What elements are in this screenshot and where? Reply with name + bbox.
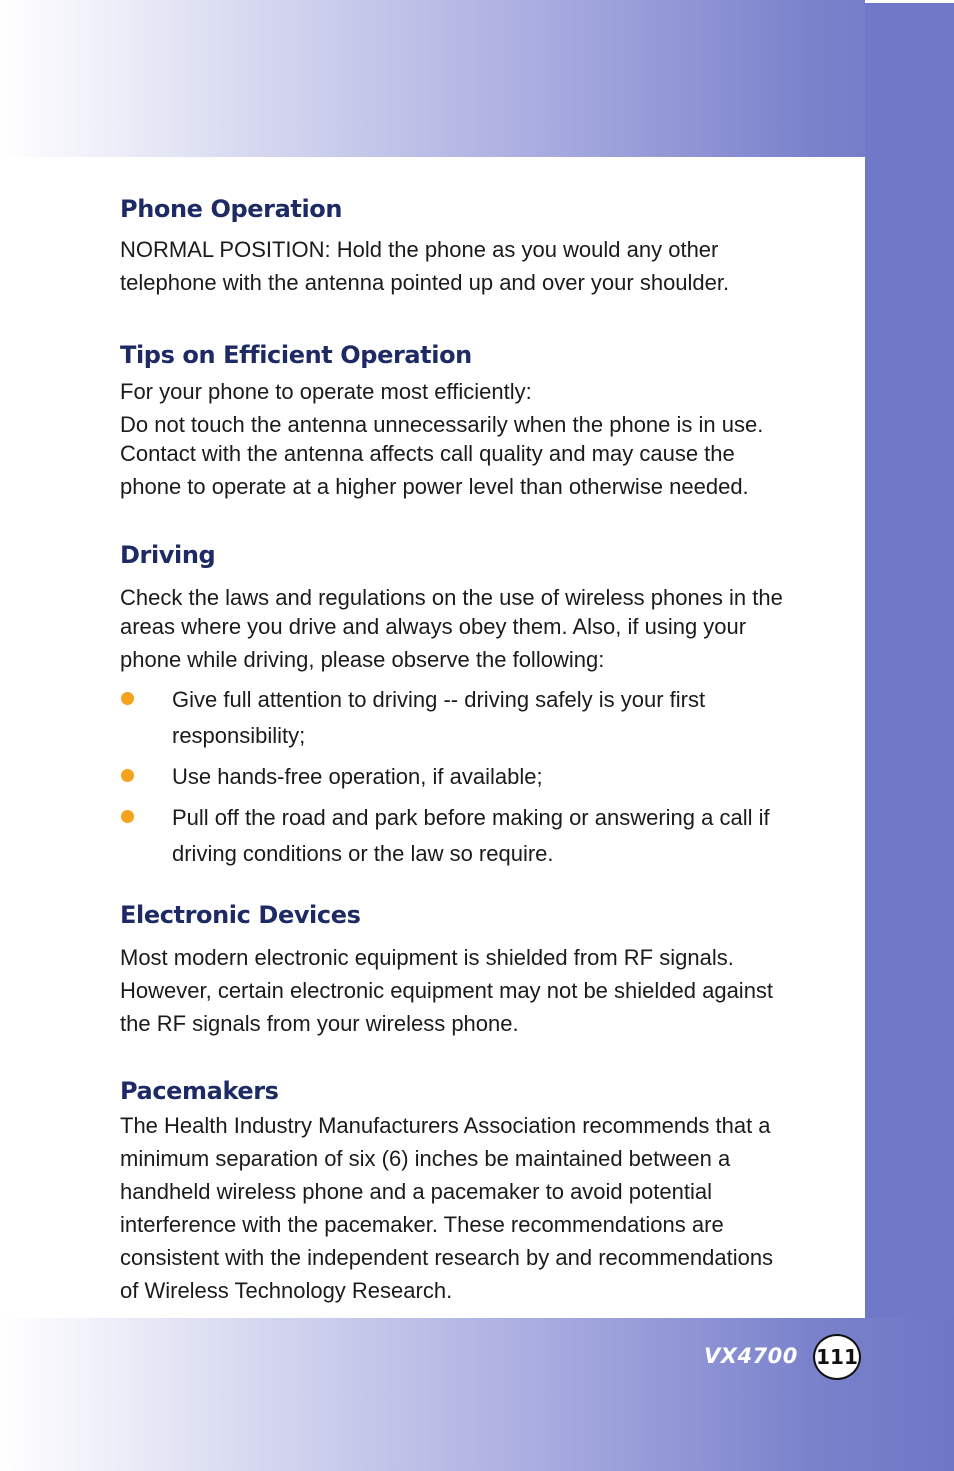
paragraph-line: The Health Industry Manufacturers Association recommends that a xyxy=(120,1113,771,1138)
list-item xyxy=(120,800,840,872)
paragraph-line: For your phone to operate most efficiently: xyxy=(120,379,532,404)
right-band-top-line xyxy=(865,0,954,3)
section-efficient-operation xyxy=(120,341,840,503)
bullet-text-line: Use hands-free operation, if available; xyxy=(172,764,543,789)
section-phone-operation xyxy=(120,195,840,299)
header-gradient-band xyxy=(0,0,954,158)
section-title: Tips on Efficient Operation xyxy=(120,341,472,369)
page-number: 111 xyxy=(816,1345,858,1369)
paragraph-line: consistent with the independent research by and recommendations xyxy=(120,1245,774,1270)
paragraph-line: phone while driving, please observe the following: xyxy=(120,647,605,672)
bullet-text-line: driving conditions or the law so require. xyxy=(172,841,554,866)
paragraph-line: Most modern electronic equipment is shielded from RF signals. xyxy=(120,945,734,970)
paragraph-line: However, certain electronic equipment may not be shielded against xyxy=(120,978,774,1003)
paragraph-line: areas where you drive and always obey them. Also, if using your xyxy=(120,614,747,639)
footer-gradient-band xyxy=(0,1318,954,1471)
bullet-dot-icon xyxy=(121,769,134,782)
section-driving xyxy=(120,541,840,877)
paragraph-line: interference with the pacemaker. These recommendations are xyxy=(120,1212,724,1237)
bullet-dot-icon xyxy=(121,692,134,705)
list-item xyxy=(120,682,840,754)
bullet-dot-icon xyxy=(121,810,134,823)
section-title: Electronic Devices xyxy=(120,901,361,929)
section-title: Phone Operation xyxy=(120,195,343,223)
paragraph-line: of Wireless Technology Research. xyxy=(120,1278,453,1303)
paragraph-line: Contact with the antenna affects call quality and may cause the xyxy=(120,441,735,466)
bullet-text-line: responsibility; xyxy=(172,723,306,748)
paragraph-line: NORMAL POSITION: Hold the phone as you would any other xyxy=(120,237,719,262)
page-number-badge xyxy=(813,1334,861,1380)
right-side-band xyxy=(865,0,954,1471)
section-pacemakers xyxy=(120,1077,840,1307)
model-name: VX4700 xyxy=(704,1344,798,1368)
paragraph-line: phone to operate at a higher power level than otherwise needed. xyxy=(120,474,749,499)
section-title: Driving xyxy=(120,541,216,569)
section-electronic-devices xyxy=(120,901,840,1040)
paragraph-line: telephone with the antenna pointed up and over your shoulder. xyxy=(120,270,730,295)
paragraph-line: Do not touch the antenna unnecessarily when the phone is in use. xyxy=(120,412,764,437)
bullet-text-line: Give full attention to driving -- driving safely is your first xyxy=(172,687,706,712)
paragraph-line: handheld wireless phone and a pacemaker to avoid potential xyxy=(120,1179,712,1204)
section-title: Pacemakers xyxy=(120,1077,279,1105)
driving-bullet-list xyxy=(120,682,840,872)
paragraph-line: the RF signals from your wireless phone. xyxy=(120,1011,519,1036)
bullet-text-line: Pull off the road and park before making or answering a call if xyxy=(172,805,770,830)
page-content xyxy=(0,157,865,1318)
paragraph-line: minimum separation of six (6) inches be maintained between a xyxy=(120,1146,731,1171)
list-item xyxy=(120,759,840,795)
paragraph-line: Check the laws and regulations on the use of wireless phones in the xyxy=(120,585,783,610)
